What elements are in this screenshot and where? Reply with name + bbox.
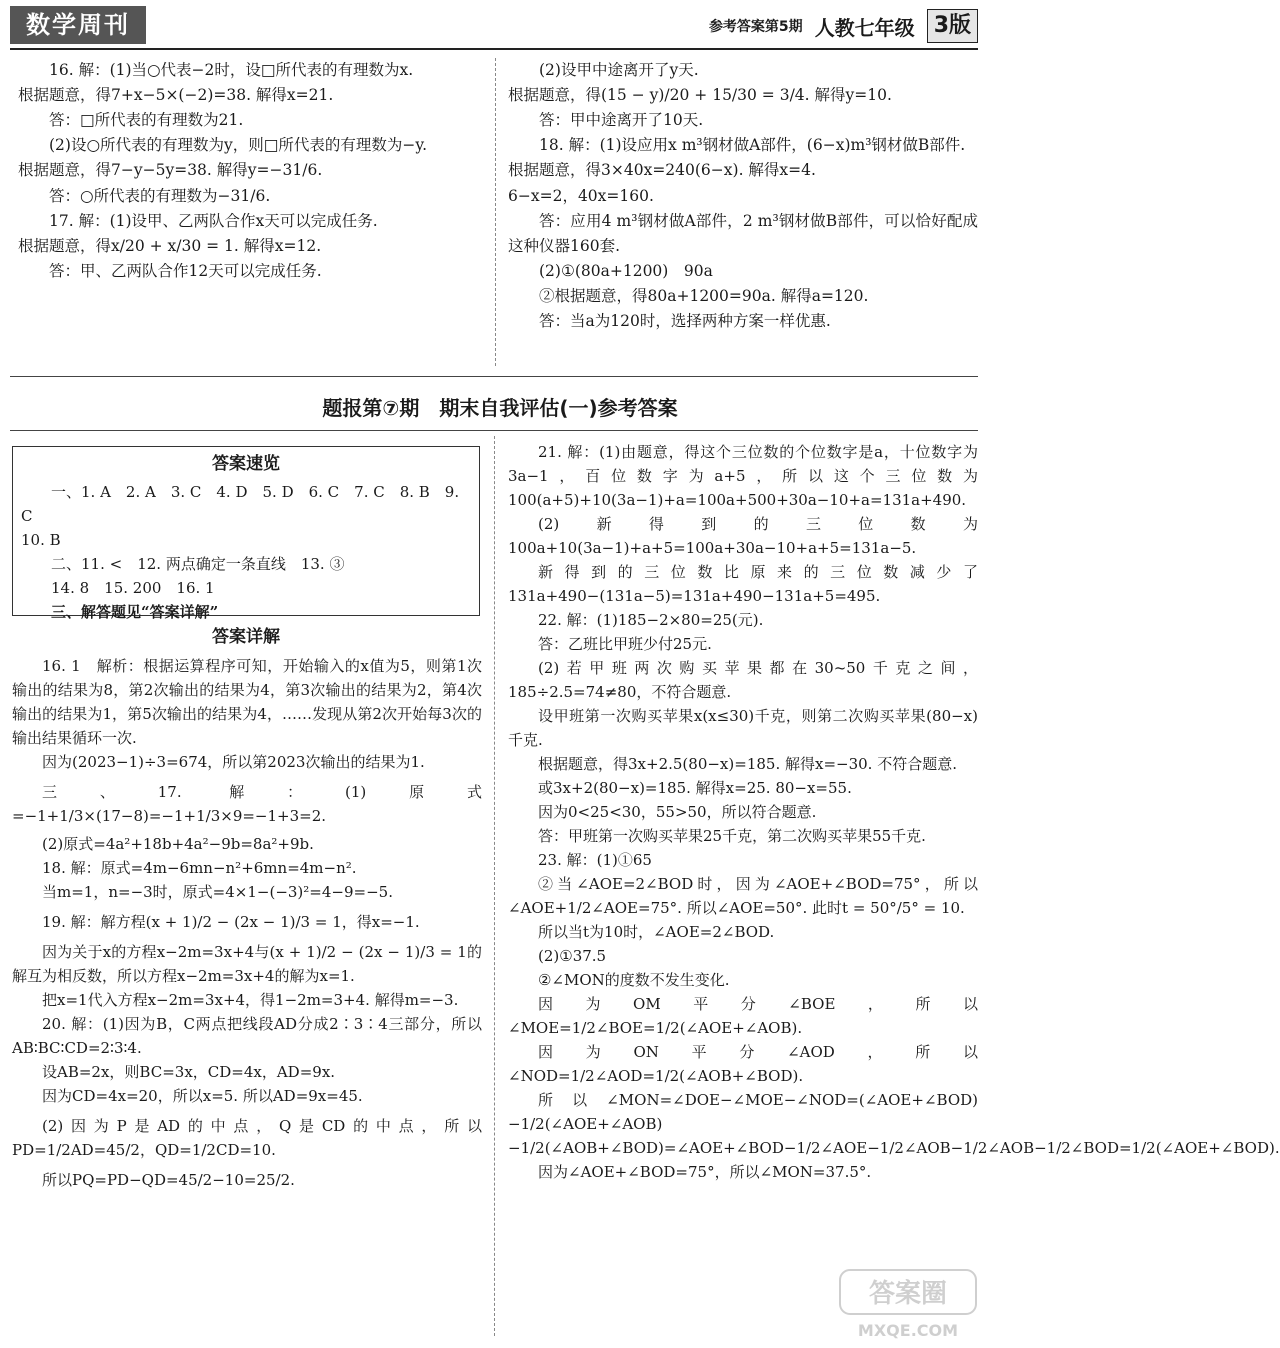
text-line: 所以PQ=PD−QD=45/2−10=25/2. [42,1171,295,1189]
text-line: 设甲班第一次购买苹果x(x≤30)千克，则第二次购买苹果(80−x)千克. [508,707,978,749]
text-line: 16. 1 解析：根据运算程序可知，开始输入的x值为5，则第1次输出的结果为8，第2次输出的结果为4，第3次输出的结果为2，第4次输出的结果为1，第5次输出的结果为4，……发现从第2次开始每3次的输出结果循环一次. [12,657,482,747]
text-line: 根据题意，得3x+2.5(80−x)=185. 解得x=−30. 不符合题意. [538,755,957,773]
text-line: 所以当t为10时，∠AOE=2∠BOD. [538,923,775,941]
section-title: 题报第⑦期 期末自我评估(一)参考答案 [322,396,678,420]
text-line: 根据题意，得(15 − y)/20 + 15/30 = 3/4. 解得y=10. [508,86,892,105]
text-line: 所以∠MON=∠DOE−∠MOE−∠NOD=(∠AOE+∠BOD)−1/2(∠AOE+∠AOB)−1/2(∠AOB+∠BOD)=∠AOE+∠BOD−1/2∠AOE−1/2∠AOB−1/2∠AOB−1/2∠BOD=1/2(∠AOE+∠BOD). [508,1091,1280,1157]
text-line: 因为OM平分∠BOE，所以∠MOE=1/2∠BOE=1/2(∠AOE+∠AOB). [508,995,978,1037]
text-line: (2)因为P是AD的中点，Q是CD的中点，所以PD=1/2AD=45/2，QD=1/2CD=10. [12,1117,482,1159]
column-divider [495,58,496,366]
text-line: ②根据题意，得80a+1200=90a. 解得a=120. [539,286,869,305]
text-line: 因为(2023−1)÷3=674，所以第2023次输出的结果为1. [42,753,425,771]
text-line: 根据题意，得7−y−5y=38. 解得y=−31/6. [18,161,323,180]
text-line: (2)原式=4a²+18b+4a²−9b=8a²+9b. [42,835,314,853]
text-line: 答：甲中途离开了10天. [539,111,704,130]
text-line: (2)①37.5 [538,947,607,965]
text-line: 6−x=2，40x=160. [508,186,654,205]
text-line: 因为∠AOE+∠BOD=75°，所以∠MON=37.5°. [538,1163,872,1181]
section-divider [10,376,978,377]
top-right-column [508,58,978,334]
grade-label: 人教七年级 [814,15,915,40]
text-line: 根据题意，得3×40x=240(6−x). 解得x=4. [508,161,816,180]
quick-line: 二、11. < 12. 两点确定一条直线 13. ③ [51,555,345,574]
quick-line: 一、1. A 2. A 3. C 4. D 5. D 6. C 7. C 8. B 9. C [21,483,460,526]
text-line: 因为ON平分∠AOD，所以∠NOD=1/2∠AOD=1/2(∠AOB+∠BOD). [508,1043,978,1085]
text-line: 22. 解：(1)185−2×80=25(元). [538,611,764,629]
text-line: 答：乙班比甲班少付25元. [538,635,712,653]
text-line: 19. 解：解方程(x + 1)/2 − (2x − 1)/3 = 1，得x=−1. [42,913,420,931]
watermark-url: MXQE.COM [857,1321,959,1340]
text-line: 把x=1代入方程x−2m=3x+4，得1−2m=3+4. 解得m=−3. [42,991,459,1009]
text-line: 因为关于x的方程x−2m=3x+4与(x + 1)/2 − (2x − 1)/3 = 1的解互为相反数，所以方程x−2m=3x+4的解为x=1. [12,943,482,985]
text-line: (2)①(80a+1200) 90a [539,261,713,280]
text-line: 当m=1，n=−3时，原式=4×1−(−3)²=4−9=−5. [42,883,393,901]
text-line: 设AB=2x，则BC=3x，CD=4x，AD=9x. [42,1063,336,1081]
text-line: (2)设甲中途离开了y天. [539,61,699,79]
text-line: 答：□所代表的有理数为21. [49,111,244,130]
watermark-text: 答案圈 [868,1279,948,1309]
quick-line: 三、解答题见“答案详解” [51,603,219,622]
text-line: 根据题意，得7+x−5×(−2)=38. 解得x=21. [18,86,334,105]
text-line: 16. 解：(1)当○代表−2时，设□所代表的有理数为x. [49,61,414,79]
text-line: 答：甲、乙两队合作12天可以完成任务. [49,261,322,280]
answer-quick-box [12,446,480,622]
top-left-column [18,58,480,284]
text-line: 23. 解：(1)①65 [538,851,652,869]
text-line: (2)新得到的三位数为100a+10(3a−1)+a+5=100a+30a−10+a+5=131a−5. [508,515,978,557]
text-line: 答：甲班第一次购买苹果25千克，第二次购买苹果55千克. [538,827,926,845]
text-line: ②∠MON的度数不发生变化. [538,971,730,989]
section-divider [10,430,978,431]
text-line: 因为CD=4x=20，所以x=5. 所以AD=9x=45. [42,1087,363,1105]
detail-title: 答案详解 [212,627,280,647]
text-line: ②当∠AOE=2∠BOD时，因为∠AOE+∠BOD=75°，所以∠AOE+1/2∠AOE=75°. 所以∠AOE=50°. 此时t = 50°/5° = 10. [508,875,978,917]
text-line: 或3x+2(80−x)=185. 解得x=25. 80−x=55. [538,779,852,797]
watermark-logo [838,1268,978,1342]
text-line: 根据题意，得x/20 + x/30 = 1. 解得x=12. [18,236,322,255]
header-info [709,8,978,44]
text-line: (2)设○所代表的有理数为y，则□所代表的有理数为−y. [49,136,427,155]
page-number: 3版 [927,9,978,43]
text-line: 三、17. 解：(1)原式=−1+1/3×(17−8)=−1+1/3×9=−1+3=2. [12,783,482,825]
text-line: (2)若甲班两次购买苹果都在30~50千克之间，185÷2.5=74≠80，不符合题意. [508,659,978,701]
column-divider [494,436,495,1336]
header-divider [10,48,978,50]
quick-line: 10. B [21,531,61,550]
text-line: 答：○所代表的有理数为−31/6. [49,186,271,205]
newspaper-brand: 数学周刊 [10,6,146,44]
text-line: 答：当a为120时，选择两种方案一样优惠. [539,312,831,331]
bottom-right-column [508,440,1280,1184]
text-line: 新得到的三位数比原来的三位数减少了131a+490−(131a−5)=131a+490−131a+5=495. [508,563,978,605]
quick-box-title: 答案速览 [212,454,280,474]
text-line: 答：应用4 m³钢材做A部件，2 m³钢材做B部件，可以恰好配成这种仪器160套. [508,211,978,255]
quick-line: 14. 8 15. 200 16. 1 [51,579,215,598]
issue-label: 参考答案第5期 [708,19,803,35]
text-line: 17. 解：(1)设甲、乙两队合作x天可以完成任务. [49,211,378,230]
text-line: 18. 解：(1)设应用x m³钢材做A部件，(6−x)m³钢材做B部件. [539,136,966,155]
bottom-left-column [12,654,482,1192]
text-line: 21. 解：(1)由题意，得这个三位数的个位数字是a，十位数字为3a−1，百位数字为a+5，所以这个三位数为100(a+5)+10(3a−1)+a=100a+500+30a−10+a=131a+490. [508,443,978,509]
text-line: 20. 解：(1)因为B，C两点把线段AD分成2∶3∶4三部分，所以AB∶BC∶CD=2∶3∶4. [12,1015,482,1057]
text-line: 18. 解：原式=4m−6mn−n²+6mn=4m−n². [42,859,357,877]
text-line: 因为0<25<30，55>50，所以符合题意. [538,803,817,821]
